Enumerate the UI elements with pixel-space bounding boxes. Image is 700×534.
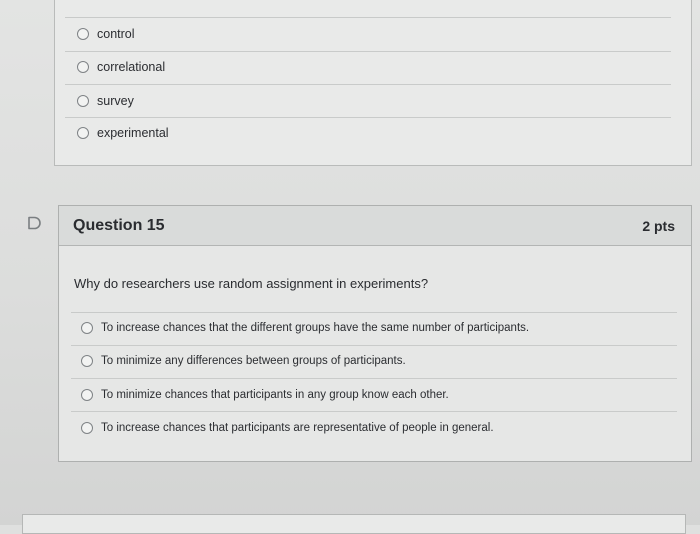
radio-button-icon[interactable] [81, 322, 93, 334]
divider [65, 51, 671, 52]
answer-label: To minimize chances that participants in any group know each other. [101, 389, 449, 401]
divider [71, 378, 677, 379]
answer-label: To minimize any differences between groups of participants. [101, 355, 406, 367]
question-points: 2 pts [642, 218, 675, 234]
answer-option[interactable] [81, 322, 529, 334]
question-title: Question 15 [73, 217, 165, 234]
answer-option[interactable] [77, 27, 135, 41]
answer-label: To increase chances that the different groups have the same number of participants. [101, 322, 530, 334]
question-header [59, 206, 691, 246]
radio-button-icon[interactable] [81, 389, 93, 401]
answer-option[interactable] [81, 422, 494, 434]
answer-label: experimental [97, 126, 169, 140]
answer-option[interactable] [77, 94, 134, 108]
answer-label: survey [97, 94, 134, 108]
divider [65, 17, 671, 18]
divider [71, 312, 677, 313]
radio-button-icon[interactable] [77, 127, 89, 139]
flag-question-icon[interactable] [27, 216, 41, 230]
divider [65, 117, 671, 118]
answer-label: correlational [97, 60, 166, 74]
radio-button-icon[interactable] [81, 355, 93, 367]
divider [65, 84, 671, 85]
answer-label: control [97, 27, 135, 41]
answer-label: To increase chances that participants are representative of people in general. [101, 422, 494, 434]
radio-button-icon[interactable] [77, 95, 89, 107]
previous-question-card [54, 0, 692, 166]
answer-option[interactable] [77, 60, 165, 74]
next-question-card [22, 514, 686, 534]
question-text: Why do researchers use random assignment in experiments? [74, 276, 429, 291]
divider [71, 411, 677, 412]
radio-button-icon[interactable] [77, 61, 89, 73]
answer-option[interactable] [77, 126, 169, 140]
radio-button-icon[interactable] [77, 28, 89, 40]
radio-button-icon[interactable] [81, 422, 93, 434]
answer-option[interactable] [81, 389, 449, 401]
question-card [58, 205, 692, 462]
divider [71, 345, 677, 346]
answer-option[interactable] [81, 355, 406, 367]
